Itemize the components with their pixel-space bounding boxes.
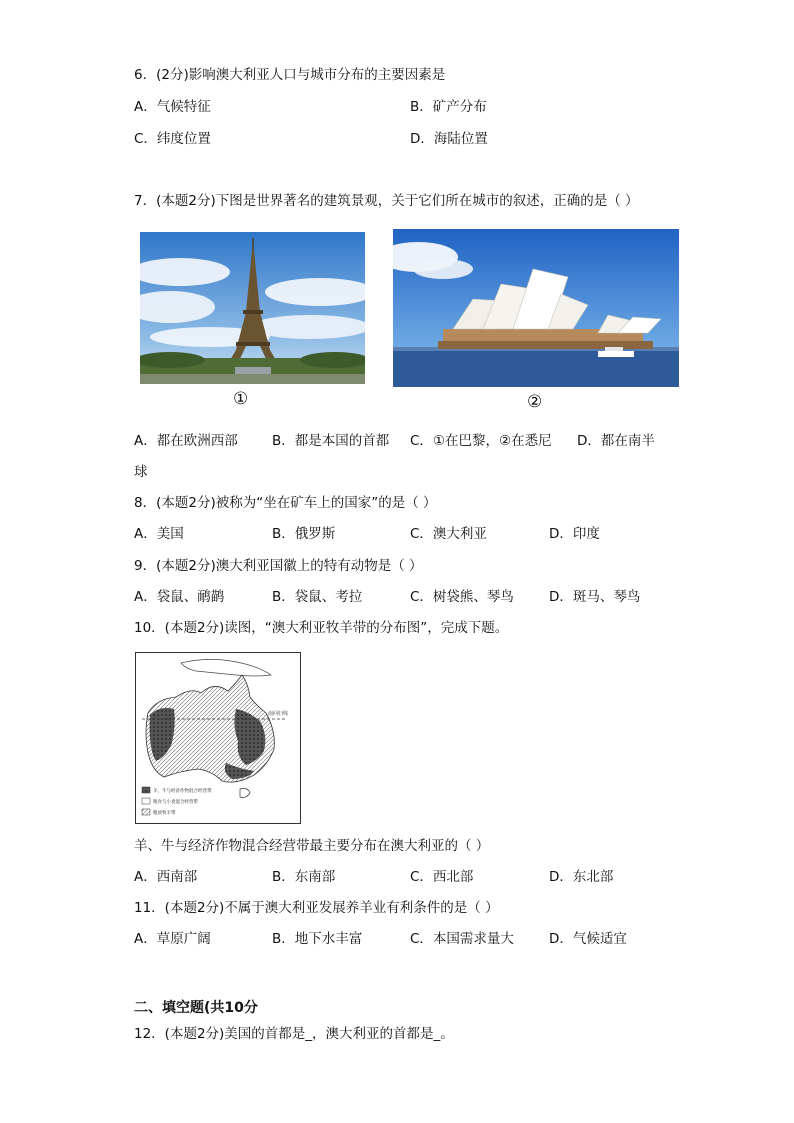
q8-stem: 8．(本题2分)被称为“坐在矿车上的国家”的是（ ）: [134, 495, 437, 511]
q10-option-c: C．西北部: [410, 869, 474, 885]
section-fill-in-title: 二、填空题(共10分: [134, 1000, 258, 1016]
legend-grazing-belt: 粗放牧羊带: [153, 811, 176, 816]
australia-sheep-belt-map: [135, 652, 301, 824]
q10-option-b: B．东南部: [272, 869, 336, 885]
q9-stem: 9．(本题2分)澳大利亚国徽上的特有动物是（ ）: [134, 558, 423, 574]
photo-caption-1: ①: [233, 389, 249, 409]
q9-option-c: C．树袋熊、琴鸟: [410, 589, 514, 605]
q6-option-d: D．海陆位置: [410, 131, 488, 147]
q7-option-c: C．①在巴黎，②在悉尼: [410, 433, 552, 449]
q10-option-d: D．东北部: [549, 869, 614, 885]
q7-option-b: B．都是本国的首都: [272, 433, 390, 449]
q11-stem: 11．(本题2分)不属于澳大利亚发展养羊业有利条件的是（ ）: [134, 900, 499, 916]
q10-stem: 10．(本题2分)读图，“澳大利亚牧羊带的分布图”，完成下题。: [134, 620, 509, 636]
tropic-label: 南回归线: [268, 711, 289, 717]
sydney-opera-house-photo: [393, 229, 679, 387]
q8-option-a: A．美国: [134, 526, 184, 542]
q8-option-d: D．印度: [549, 526, 600, 542]
q7-option-d: D．都在南半: [577, 433, 655, 449]
q11-option-b: B．地下水丰富: [272, 931, 363, 947]
photo-caption-2: ②: [527, 392, 543, 412]
q10-sub-stem: 羊、牛与经济作物混合经营带最主要分布在澳大利亚的（ ）: [134, 838, 490, 854]
q7-option-d-wrap: 球: [134, 464, 148, 480]
q7-stem: 7．(本题2分)下图是世界著名的建筑景观，关于它们所在城市的叙述，正确的是（ ）: [134, 193, 639, 209]
q8-option-b: B．俄罗斯: [272, 526, 336, 542]
q11-option-a: A．草原广阔: [134, 931, 211, 947]
q8-option-c: C．澳大利亚: [410, 526, 487, 542]
q6-option-c: C．纬度位置: [134, 131, 211, 147]
q6-option-b: B．矿产分布: [410, 99, 487, 115]
q6-stem: 6．(2分)影响澳大利亚人口与城市分布的主要因素是: [134, 67, 446, 83]
q12-stem: 12．(本题2分)美国的首都是_，澳大利亚的首都是_。: [134, 1026, 454, 1042]
q6-option-a: A．气候特征: [134, 99, 211, 115]
q10-option-a: A．西南部: [134, 869, 198, 885]
q9-option-d: D．斑马、琴鸟: [549, 589, 641, 605]
q9-option-a: A．袋鼠、鸸鹋: [134, 589, 225, 605]
q11-option-d: D．气候适宜: [549, 931, 627, 947]
legend-wheat-belt: 粮食与小麦混合经营带: [153, 800, 198, 805]
q7-option-a: A．都在欧洲西部: [134, 433, 238, 449]
q11-option-c: C．本国需求量大: [410, 931, 514, 947]
q9-option-b: B．袋鼠、考拉: [272, 589, 363, 605]
eiffel-tower-photo: [140, 232, 365, 384]
legend-mixed-belt: 羊、牛与经济作物混合经营带: [153, 789, 212, 794]
